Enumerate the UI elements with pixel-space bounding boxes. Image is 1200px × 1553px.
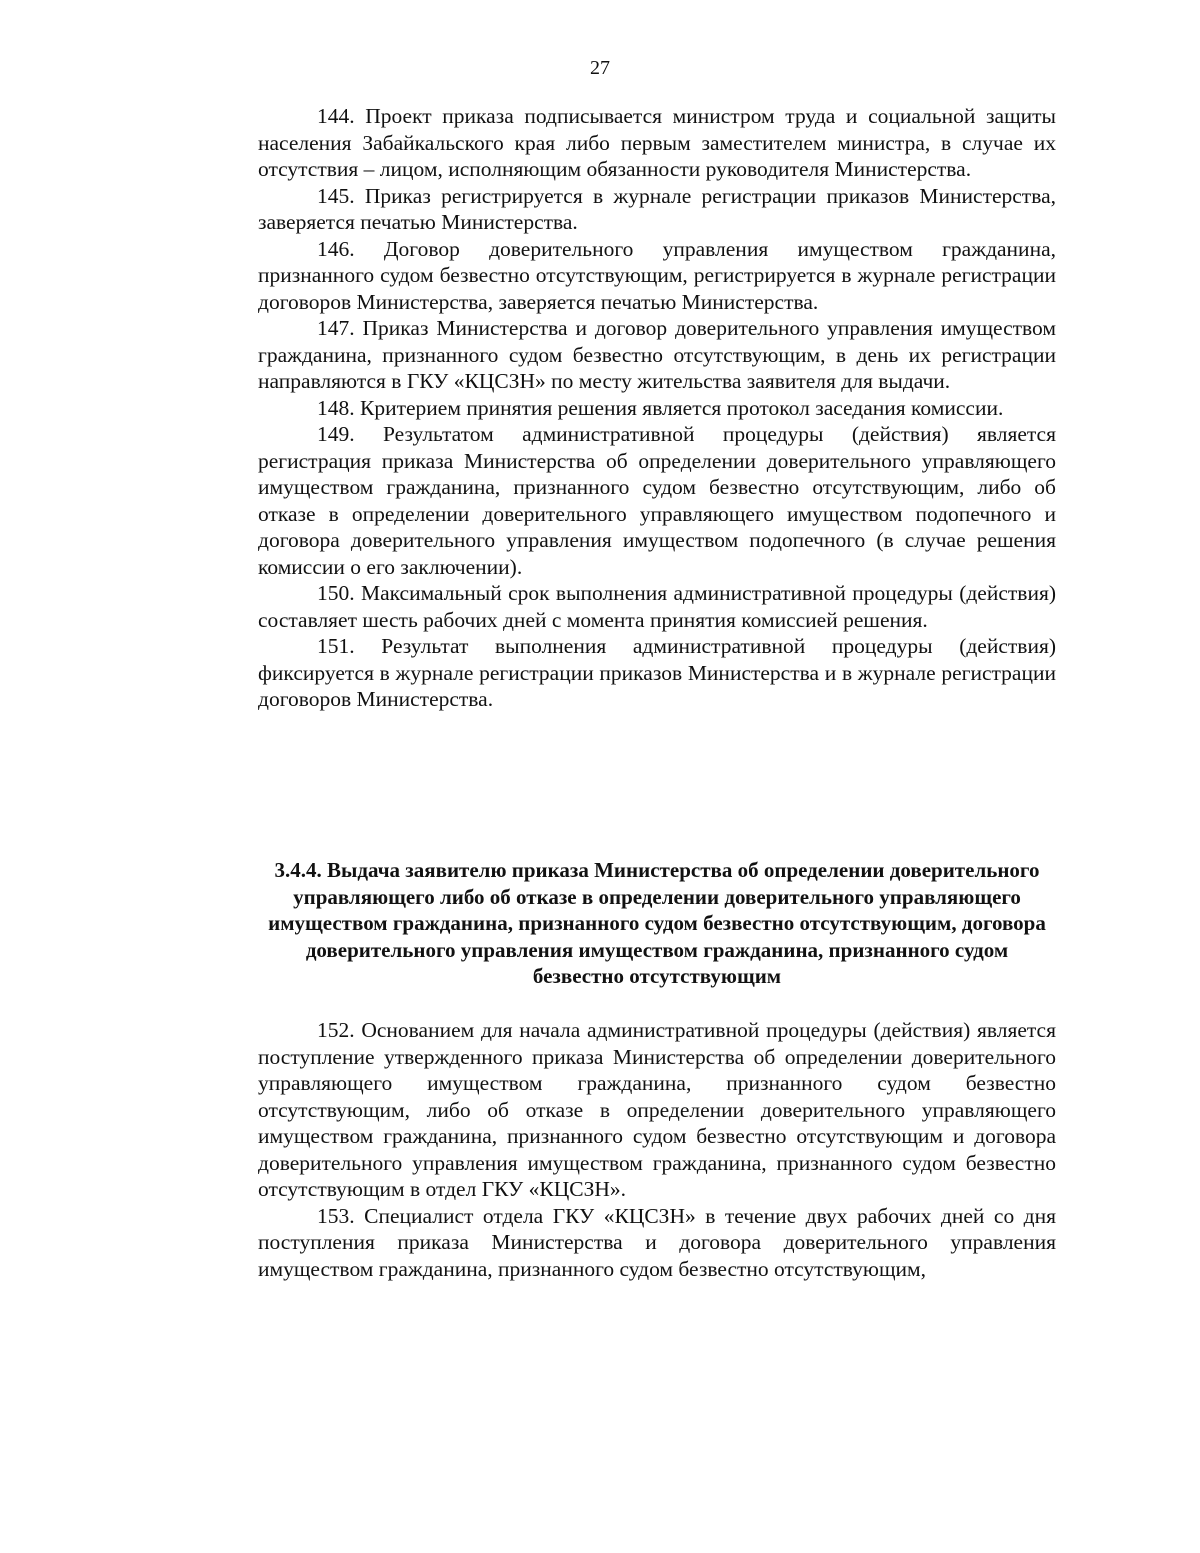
- paragraph-144: 144. Проект приказа подписывается министром труда и социальной защиты населения Забайкальского края либо первым заместителем министра, в случае их отсутствия – лицом, исполняющим обязанности руководителя Министерства.: [258, 104, 1056, 181]
- paragraph-149: 149. Результатом административной процедуры (действия) является регистрация приказа Министерства об определении доверительного управляющего имуществом гражданина, признанного судом безвестно отсутствующим, либо об отказе в определении доверительного управляющего имуществом подопечного и договора доверительного управления имуществом подопечного (в случае решения комиссии о его заключении).: [258, 422, 1056, 579]
- paragraph-151: 151. Результат выполнения административной процедуры (действия) фиксируется в журнале регистрации приказов Министерства и в журнале регистрации договоров Министерства.: [258, 634, 1056, 711]
- paragraph-153: 153. Специалист отдела ГКУ «КЦСЗН» в течение двух рабочих дней со дня поступления приказа Министерства и договора доверительного управления имуществом гражданина, признанного судом безвестно отсутствующим,: [258, 1203, 1056, 1281]
- paragraph-150: 150. Максимальный срок выполнения административной процедуры (действия) составляет шесть рабочих дней с момента принятия комиссией решения.: [258, 581, 1056, 632]
- paragraphs-before-heading: [258, 103, 1056, 713]
- page-number: 27: [590, 57, 610, 79]
- paragraph-145: 145. Приказ регистрируется в журнале регистрации приказов Министерства, заверяется печатью Министерства.: [258, 183, 1056, 234]
- paragraph-148: 148. Критерием принятия решения является протокол заседания комиссии.: [317, 395, 1004, 420]
- paragraphs-after-heading: [258, 1017, 1056, 1282]
- paragraph-146: 146. Договор доверительного управления имуществом гражданина, признанного судом безвестно отсутствующим, регистрируется в журнале регистрации договоров Министерства, заверяется печатью Министерства.: [258, 236, 1056, 314]
- paragraph-152: 152. Основанием для начала административной процедуры (действия) является поступление утвержденного приказа Министерства об определении доверительного управляющего имуществом гражданина, признанного судом безвестно отсутствующим, либо об отказе в определении доверительного управляющего имуществом гражданина, признанного судом безвестно отсутствующим и договора доверительного управления имуществом гражданина, признанного судом безвестно отсутствующим в отдел ГКУ «КЦСЗН».: [258, 1018, 1056, 1201]
- paragraph-147: 147. Приказ Министерства и договор доверительного управления имуществом гражданина, признанного судом безвестно отсутствующим, в день их регистрации направляются в ГКУ «КЦСЗН» по месту жительства заявителя для выдачи.: [258, 316, 1056, 393]
- section-heading: 3.4.4. Выдача заявителю приказа Министерства об определении доверительного управляющего либо об отказе в определении доверительного управляющего имуществом гражданина, признанного судом безвестно отсутствующим, договора доверительного управления имуществом гражданина, признанного судом безвестно отсутствующим: [268, 858, 1046, 988]
